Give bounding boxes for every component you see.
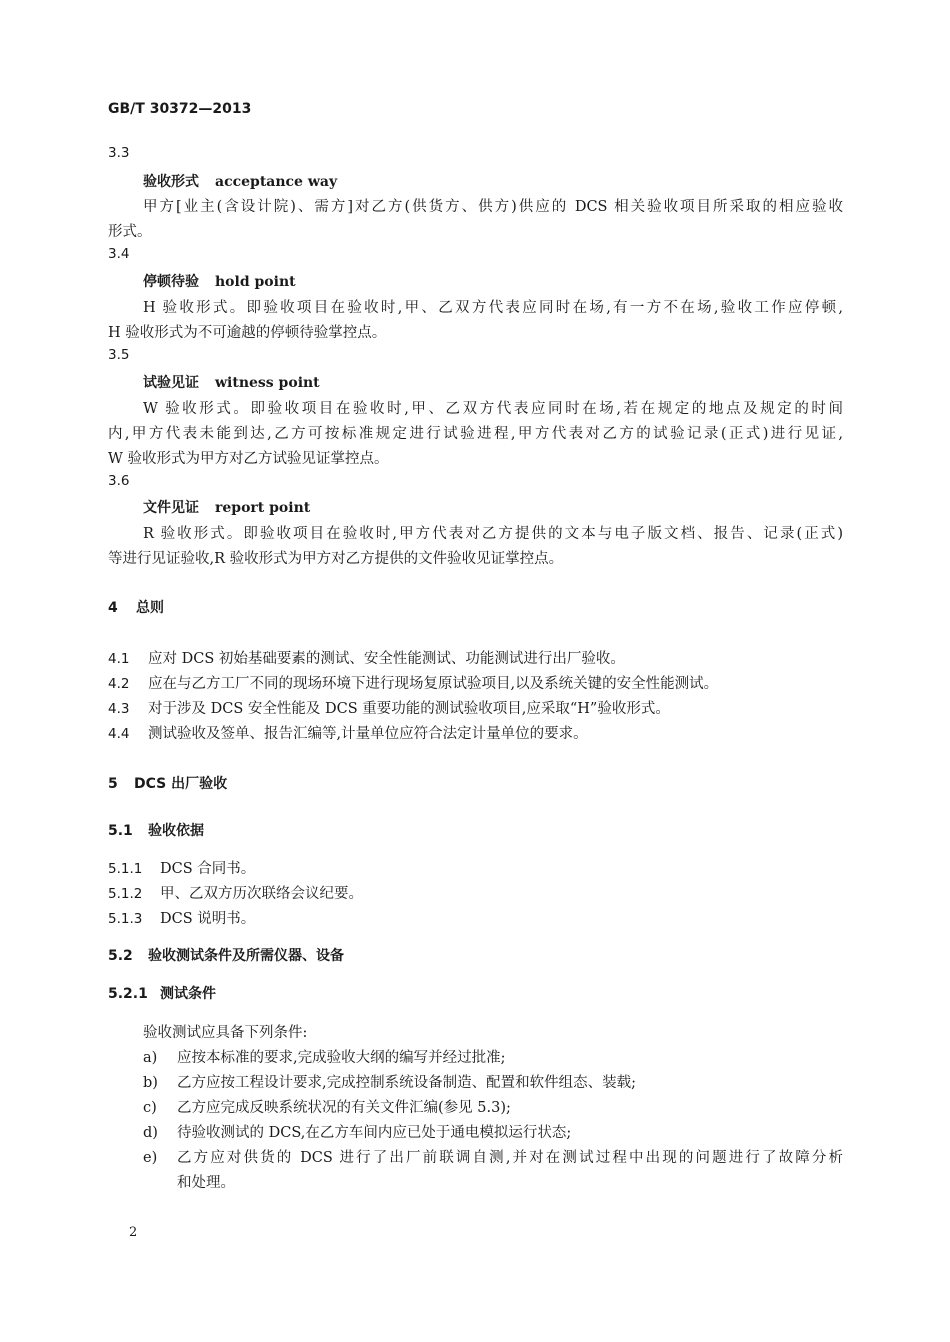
term-en: witness point [215,375,320,391]
list-item [143,1071,636,1092]
clause-item [108,722,588,743]
clause-text: DCS 合同书。 [160,861,256,877]
clause-text: 对于涉及 DCS 安全性能及 DCS 重要功能的测试验收项目,应采取“H”验收形式。 [148,701,670,717]
subsection-heading [108,983,216,1003]
list-marker: b) [143,1075,158,1091]
list-intro: 验收测试应具备下列条件: [143,1025,308,1041]
term-en: report point [215,500,311,516]
term-text-line: W 验收形式。即验收项目在验收时,甲、乙双方代表应同时在场,若在规定的地点及规定的时间 [143,401,843,417]
clause-item [108,647,625,668]
term-en: hold point [215,274,296,290]
clause-number: 4.3 [108,701,130,717]
term-number: 3.3 [108,145,130,161]
clause-number: 4.2 [108,676,130,692]
subsection-number: 5.2 [108,948,133,964]
term-number: 3.6 [108,473,130,489]
section-heading [108,597,164,617]
section-title: 总则 [136,600,164,616]
list-item [143,1146,843,1167]
term-cn: 停顿待验 [143,274,199,290]
clause-item [108,907,255,928]
term-heading [143,171,337,191]
subsection-title: 验收测试条件及所需仪器、设备 [148,948,344,964]
term-number: 3.4 [108,246,130,262]
clause-text: DCS 说明书。 [160,911,256,927]
standard-id: GB/T 30372—2013 [108,101,252,117]
list-item [143,1046,506,1067]
term-en: acceptance way [215,174,338,190]
clause-number: 4.1 [108,651,130,667]
subsection-number: 5.2.1 [108,986,148,1002]
subsection-heading [108,820,204,840]
list-text: 乙方应按工程设计要求,完成控制系统设备制造、配置和软件组态、装载; [177,1075,636,1091]
list-item [143,1121,571,1142]
clause-item [108,882,363,903]
clause-text: 测试验收及签单、报告汇编等,计量单位应符合法定计量单位的要求。 [148,726,588,742]
term-text-line: 内,甲方代表未能到达,乙方可按标准规定进行试验进程,甲方代表对乙方的试验记录(正式)进行见证, [108,426,843,442]
term-text-line: H 验收形式。即验收项目在验收时,甲、乙双方代表应同时在场,有一方不在场,验收工作应停顿, [143,300,843,316]
section-number: 4 [108,600,118,616]
clause-text: 甲、乙双方历次联络会议纪要。 [160,886,363,902]
subsection-title: 验收依据 [148,823,204,839]
list-text: 乙方应对供货的 DCS 进行了出厂前联调自测,并对在测试过程中出现的问题进行了故障分析 [177,1150,843,1166]
list-text: 待验收测试的 DCS,在乙方车间内应已处于通电模拟运行状态; [177,1125,572,1141]
subsection-heading [108,945,344,965]
section-title: DCS 出厂验收 [134,776,228,792]
term-number: 3.5 [108,347,130,363]
term-cn: 验收形式 [143,174,199,190]
term-heading [143,271,296,291]
clause-item [108,857,255,878]
term-heading [143,497,310,517]
section-number: 5 [108,776,118,792]
clause-number: 5.1.1 [108,861,143,877]
list-text: 乙方应完成反映系统状况的有关文件汇编(参见 5.3); [177,1100,511,1116]
list-text: 应按本标准的要求,完成验收大纲的编写并经过批准; [177,1050,506,1066]
section-heading [108,773,227,793]
clause-number: 4.4 [108,726,130,742]
term-cn: 文件见证 [143,500,199,516]
clause-item [108,697,670,718]
clause-number: 5.1.2 [108,886,143,902]
list-text-continuation: 和处理。 [177,1175,235,1191]
term-text-line: 等进行见证验收,R 验收形式为甲方对乙方提供的文件验收见证掌控点。 [108,551,564,567]
term-heading [143,372,320,392]
clause-text: 应在与乙方工厂不同的现场环境下进行现场复原试验项目,以及系统关键的安全性能测试。 [148,676,719,692]
list-marker: c) [143,1100,157,1116]
term-text-line: H 验收形式为不可逾越的停顿待验掌控点。 [108,325,387,341]
subsection-title: 测试条件 [160,986,216,1002]
clause-number: 5.1.3 [108,911,143,927]
list-marker: e) [143,1150,158,1166]
page-number: 2 [129,1225,138,1240]
term-text-line: 甲方[业主(含设计院)、需方]对乙方(供货方、供方)供应的 DCS 相关验收项目所采取的相应验收 [143,199,843,215]
term-text-line: W 验收形式为甲方对乙方试验见证掌控点。 [108,451,389,467]
term-text-line: 形式。 [108,224,152,240]
clause-item [108,672,718,693]
subsection-number: 5.1 [108,823,133,839]
term-cn: 试验见证 [143,375,199,391]
list-item [143,1096,511,1117]
list-marker: a) [143,1050,158,1066]
term-text-line: R 验收形式。即验收项目在验收时,甲方代表对乙方提供的文本与电子版文档、报告、记录(正式) [143,526,843,542]
list-marker: d) [143,1125,158,1141]
clause-text: 应对 DCS 初始基础要素的测试、安全性能测试、功能测试进行出厂验收。 [148,651,625,667]
